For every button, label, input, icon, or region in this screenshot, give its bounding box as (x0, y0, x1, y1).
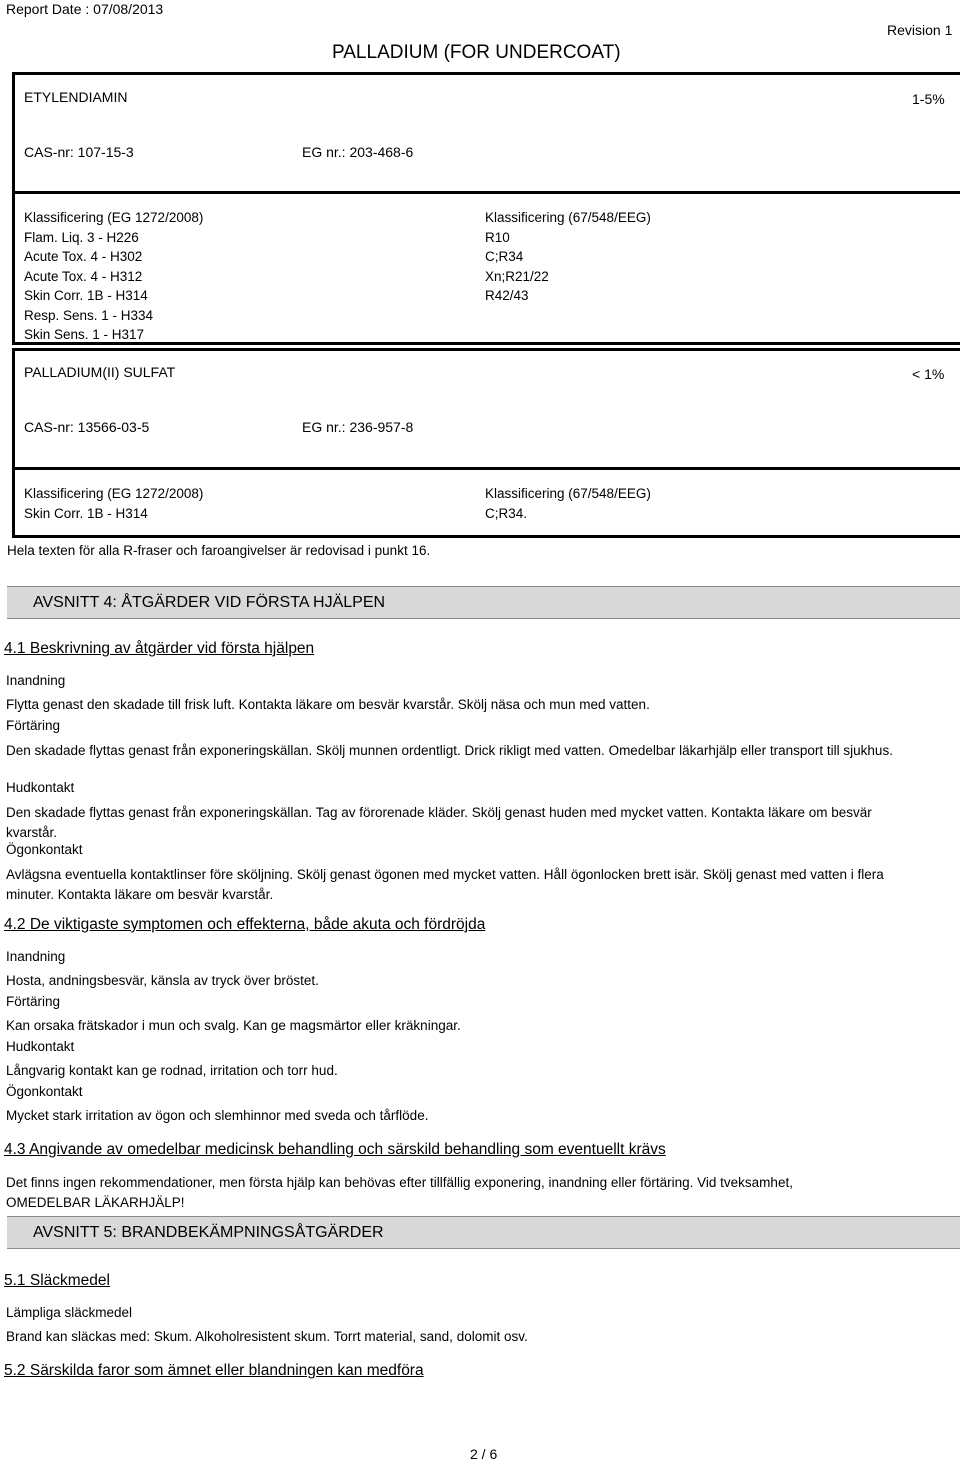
dsd-heading: Klassificering (67/548/EEG) (485, 210, 651, 225)
page-number: 2 / 6 (470, 1446, 498, 1462)
substance-concentration: 1-5% (912, 91, 945, 107)
inhalation-label: Inandning (6, 949, 66, 964)
extinguishing-media-label: Lämpliga släckmedel (6, 1305, 133, 1320)
box-divider (15, 467, 960, 470)
cas-number: CAS-nr: 13566-03-5 (24, 419, 150, 435)
skin-contact-label: Hudkontakt (6, 780, 75, 795)
section-4-title: AVSNITT 4: ÅTGÄRDER VID FÖRSTA HJÄLPEN (33, 594, 386, 611)
inhalation-text: Flytta genast den skadade till frisk luft. Kontakta läkare om besvär kvarstår. Skölj näsa och mun med vatten. (6, 697, 650, 712)
clp-line: Acute Tox. 4 - H312 (24, 268, 143, 284)
substance-name: PALLADIUM(II) SULFAT (24, 364, 176, 380)
substance-concentration: < 1% (912, 366, 945, 382)
eye-contact-label: Ögonkontakt (6, 1084, 83, 1099)
ingestion-text: Kan orsaka frätskador i mun och svalg. Kan ge magsmärtor eller kräkningar. (6, 1018, 461, 1033)
eg-number: EG nr.: 203-468-6 (302, 144, 414, 160)
report-date: Report Date : 07/08/2013 (6, 1, 164, 17)
section-4-header (7, 586, 960, 619)
revision: Revision 1 (887, 22, 953, 38)
cas-number: CAS-nr: 107-15-3 (24, 144, 134, 160)
clp-line: Skin Corr. 1B - H314 (24, 505, 148, 521)
eye-contact-label: Ögonkontakt (6, 842, 83, 857)
subsection-4-2-heading: 4.2 De viktigaste symptomen och effekterna, både akuta och fördröjda (4, 916, 486, 933)
clp-heading: Klassificering (EG 1272/2008) (24, 210, 204, 225)
subsection-4-1-heading: 4.1 Beskrivning av åtgärder vid första hjälpen (4, 640, 315, 657)
ingestion-label: Förtäring (6, 718, 61, 733)
inhalation-text: Hosta, andningsbesvär, känsla av tryck över bröstet. (6, 973, 319, 988)
clp-line: Skin Sens. 1 - H317 (24, 327, 145, 342)
inhalation-label: Inandning (6, 673, 66, 688)
clp-line: Resp. Sens. 1 - H334 (24, 307, 154, 323)
full-text-note: Hela texten för alla R-fraser och faroangivelser är redovisad i punkt 16. (7, 543, 431, 558)
dsd-line: R10 (485, 229, 510, 245)
dsd-line: C;R34 (485, 249, 524, 264)
dsd-line: Xn;R21/22 (485, 268, 549, 284)
subsection-5-2-heading: 5.2 Särskilda faror som ämnet eller blandningen kan medföra (4, 1362, 424, 1379)
subsection-5-1-heading: 5.1 Släckmedel (4, 1272, 110, 1289)
eye-contact-text: Mycket stark irritation av ögon och slemhinnor med sveda och tårflöde. (6, 1108, 429, 1123)
product-title: PALLADIUM (FOR UNDERCOAT) (332, 42, 621, 63)
dsd-line: R42/43 (485, 288, 529, 303)
ingestion-label: Förtäring (6, 994, 61, 1009)
clp-line: Flam. Liq. 3 - H226 (24, 229, 139, 245)
dsd-classification (485, 208, 651, 306)
clp-heading: Klassificering (EG 1272/2008) (24, 486, 204, 501)
extinguishing-media-text: Brand kan släckas med: Skum. Alkoholresistent skum. Torrt material, sand, dolomit osv. (6, 1329, 528, 1344)
dsd-line: C;R34. (485, 505, 528, 521)
subsection-4-3-heading: 4.3 Angivande av omedelbar medicinsk behandling och särskild behandling som eventuellt krävs (4, 1141, 666, 1158)
eye-contact-text: Avlägsna eventuella kontaktlinser före sköljning. Skölj genast ögonen med mycket vatten. Håll ögonlocken brett isär. Skölj genast med vatten i flera minuter. Kontakta läkare om besvär kvarstår. (6, 867, 884, 902)
clp-line: Skin Corr. 1B - H314 (24, 288, 148, 303)
clp-classification (24, 208, 203, 345)
section-5-header (7, 1216, 960, 1249)
section-5-title: AVSNITT 5: BRANDBEKÄMPNINGSÅTGÄRDER (33, 1224, 384, 1241)
clp-classification (24, 484, 203, 523)
skin-contact-text: Långvarig kontakt kan ge rodnad, irritation och torr hud. (6, 1063, 338, 1078)
ingestion-text: Den skadade flyttas genast från exponeringskällan. Skölj munnen ordentligt. Drick rikligt med vatten. Omedelbar läkarhjälp eller transport till sjukhus. (6, 743, 893, 758)
substance-name: ETYLENDIAMIN (24, 89, 128, 105)
clp-line: Acute Tox. 4 - H302 (24, 249, 143, 264)
skin-contact-label: Hudkontakt (6, 1039, 75, 1054)
skin-contact-text: Den skadade flyttas genast från exponeringskällan. Tag av förorenade kläder. Skölj genast huden med mycket vatten. Kontakta läkare om besvär kvarstår. (6, 805, 872, 840)
medical-treatment-text: Det finns ingen rekommendationer, men första hjälp kan behövas efter tillfällig exponering, inandning eller förtäring. Vid tveksamhet, OMEDELBAR LÄKARHJÄLP! (6, 1175, 793, 1210)
box-divider (15, 191, 960, 194)
dsd-classification (485, 484, 651, 523)
dsd-heading: Klassificering (67/548/EEG) (485, 486, 651, 501)
eg-number: EG nr.: 236-957-8 (302, 419, 414, 435)
